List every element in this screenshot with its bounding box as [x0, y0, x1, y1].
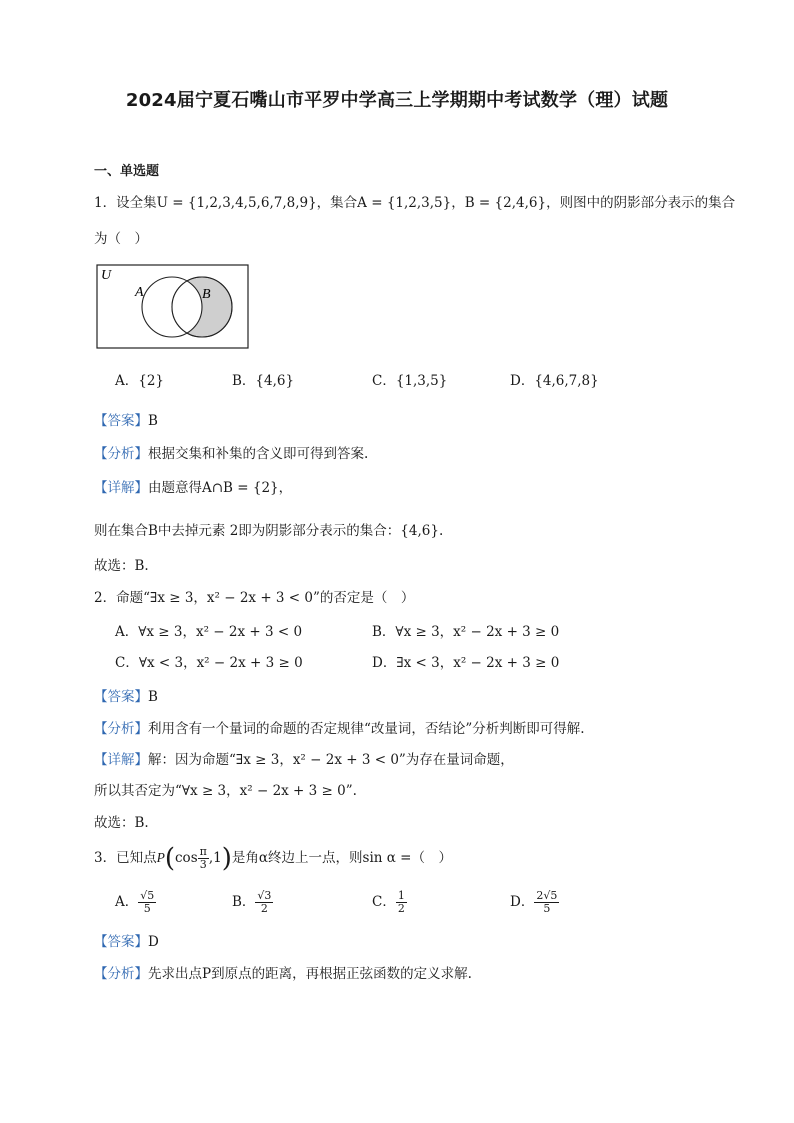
q1-option-c[interactable]: C．{1,3,5}	[372, 373, 448, 389]
option-fraction	[255, 890, 273, 915]
option-label: A．	[115, 894, 139, 910]
answer-tag: 【答案】	[94, 689, 148, 705]
left-paren: (	[164, 843, 175, 874]
analysis-tag: 【分析】	[94, 721, 148, 737]
q3-option-a[interactable]	[115, 888, 156, 916]
fraction-denominator: 2	[397, 902, 405, 915]
fraction-numerator: √5	[140, 889, 155, 902]
analysis-tag: 【分析】	[94, 446, 148, 462]
option-fraction	[534, 890, 559, 915]
detail-tag: 【详解】	[94, 480, 148, 496]
q2-stem: 2．命题“∃x ≥ 3，x² − 2x + 3 < 0”的否定是（ ）	[94, 590, 415, 606]
q2-option-d[interactable]: D．∃x < 3，x² − 2x + 3 ≥ 0	[372, 655, 560, 671]
option-label: C．	[372, 894, 396, 910]
fraction-denominator: 2	[260, 902, 268, 915]
q1-stem-line1: 1．设全集U = {1,2,3,4,5,6,7,8,9}，集合A = {1,2,3,5}，B = {2,4,6}，则图中的阴影部分表示的集合	[94, 195, 736, 211]
answer-tag: 【答案】	[94, 934, 148, 950]
q1-option-b[interactable]: B．{4,6}	[232, 373, 295, 389]
q3-option-b[interactable]	[232, 888, 273, 916]
q1-stem-line2: 为（ ）	[94, 231, 148, 247]
q3-stem-prefix: 3．已知点	[94, 850, 157, 866]
q2-answer: B	[148, 689, 158, 705]
q2-detail-line2: 所以其否定为“∀x ≥ 3，x² − 2x + 3 ≥ 0”.	[94, 783, 357, 799]
option-label: B．	[232, 894, 256, 910]
q3-answer-row	[94, 933, 159, 951]
q1-analysis: 根据交集和补集的含义即可得到答案.	[148, 446, 369, 462]
q2-option-b[interactable]: B．∀x ≥ 3，x² − 2x + 3 ≥ 0	[372, 624, 560, 640]
q2-conclusion: 故选：B.	[94, 815, 149, 831]
page-title: 2024届宁夏石嘴山市平罗中学高三上学期期中考试数学（理）试题	[125, 90, 669, 111]
q3-stem-suffix: 是角α终边上一点，则sin α =（ ）	[231, 850, 452, 866]
q3-option-c[interactable]	[372, 888, 407, 916]
q1-conclusion: 故选：B.	[94, 558, 149, 574]
fraction-denominator: 3	[199, 858, 207, 871]
option-label: D．	[510, 894, 535, 910]
right-paren: )	[221, 843, 232, 874]
detail-tag: 【详解】	[94, 752, 148, 768]
q3-cos: cos	[175, 850, 198, 866]
q3-y-coordinate: ,1	[208, 850, 222, 866]
q2-option-a[interactable]: A．∀x ≥ 3，x² − 2x + 3 < 0	[115, 624, 303, 640]
option-fraction	[138, 890, 156, 915]
q3-answer: D	[148, 934, 159, 950]
fraction-numerator: 2√5	[536, 889, 558, 902]
q2-analysis-row	[94, 720, 585, 738]
analysis-tag: 【分析】	[94, 966, 148, 982]
q1-analysis-row	[94, 445, 368, 463]
fraction-denominator: 5	[543, 902, 551, 915]
fraction-denominator: 5	[143, 902, 151, 915]
universe-label: U	[101, 268, 112, 283]
fraction-numerator: π	[199, 845, 207, 858]
q3-stem	[94, 843, 452, 874]
q1-detail-line2: 则在集合B中去掉元素 2即为阴影部分表示的集合：{4,6}.	[94, 523, 444, 539]
q3-point-label: P	[156, 850, 165, 865]
q3-option-d[interactable]	[510, 888, 559, 916]
q2-detail-row	[94, 751, 514, 769]
option-fraction	[396, 890, 407, 915]
q1-detail: 由题意得A∩B = {2}，	[148, 480, 293, 496]
fraction-numerator: 1	[397, 889, 405, 902]
fraction-numerator: √3	[257, 889, 272, 902]
section-heading: 一、单选题	[94, 164, 160, 179]
q2-option-c[interactable]: C．∀x < 3，x² − 2x + 3 ≥ 0	[115, 655, 303, 671]
q2-answer-row	[94, 688, 158, 706]
q1-answer: B	[148, 413, 158, 429]
answer-tag: 【答案】	[94, 413, 148, 429]
q1-option-a[interactable]: A．{2}	[115, 373, 165, 389]
q1-answer-row	[94, 412, 158, 430]
q1-detail-row	[94, 479, 292, 497]
venn-diagram	[96, 264, 250, 350]
q3-analysis-row	[94, 965, 472, 983]
q1-option-d[interactable]: D．{4,6,7,8}	[510, 373, 599, 389]
set-a-label: A	[135, 285, 144, 300]
q3-analysis: 先求出点P到原点的距离，再根据正弦函数的定义求解.	[148, 966, 472, 982]
q2-analysis: 利用含有一个量词的命题的否定规律“改量词，否结论”分析判断即可得解.	[148, 721, 585, 737]
q3-pi-over-3	[198, 846, 209, 871]
q2-detail: 解：因为命题“∃x ≥ 3，x² − 2x + 3 < 0”为存在量词命题，	[148, 752, 514, 768]
set-b-label: B	[202, 287, 211, 302]
